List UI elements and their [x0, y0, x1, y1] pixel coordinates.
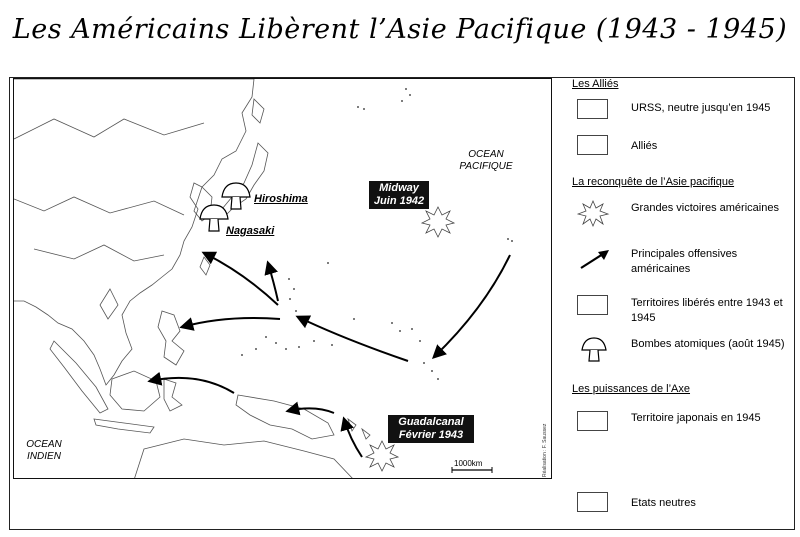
- credit-label: Réalisation : F. Saussez: [542, 423, 548, 477]
- legend-item-urss: [560, 96, 795, 136]
- legend-item-label: Territoire japonais en 1945: [631, 412, 761, 424]
- coastlines: [14, 79, 370, 479]
- guadalcanal-label: Guadalcanal Février 1943: [388, 415, 474, 443]
- explosion-icon: [577, 198, 613, 228]
- midway-label: Midway Juin 1942: [369, 181, 429, 209]
- nagasaki-bomb-icon: [200, 205, 228, 231]
- mushroom-cloud-icon: [578, 334, 614, 364]
- legend-swatch: [577, 411, 608, 431]
- ocean-pacific-label: OCEAN PACIFIQUE: [459, 149, 513, 172]
- legend-item-offensives: [560, 244, 795, 284]
- legend-item-allies: [560, 133, 795, 173]
- arrow-icon: [577, 244, 613, 274]
- midway-victory-icon: [422, 207, 454, 237]
- legend-item-liberated: [560, 292, 795, 332]
- hiroshima-bomb-icon: [222, 183, 250, 209]
- scale-label: 1000km: [454, 459, 483, 468]
- legend-swatch: [577, 99, 608, 119]
- legend-item-japanese: [560, 408, 795, 448]
- legend: [560, 78, 795, 528]
- island-dots: [241, 88, 513, 380]
- legend-item-label: Grandes victoires américaines: [631, 202, 779, 214]
- legend-swatch: [577, 492, 608, 512]
- legend-item-label: Principales offensives américaines: [631, 248, 738, 275]
- legend-heading-axis: Les puissances de l’Axe: [572, 383, 691, 395]
- legend-item-label: Alliés: [631, 140, 658, 152]
- legend-swatch: [577, 295, 608, 315]
- legend-item-label: Bombes atomiques (août 1945): [631, 338, 785, 350]
- guadalcanal-victory-icon: [366, 441, 398, 471]
- legend-heading-allies: Les Alliés: [572, 78, 619, 90]
- nagasaki-label: Nagasaki: [226, 225, 275, 237]
- legend-item-victories: [560, 198, 795, 238]
- legend-item-atomic: [560, 334, 795, 374]
- legend-item-label: Territoires libérés entre 1943 et 1945: [631, 297, 783, 324]
- legend-item-label: Etats neutres: [631, 497, 696, 509]
- hiroshima-label: Hiroshima: [254, 193, 308, 205]
- legend-heading-reconquest: La reconquête de l’Asie pacifique: [572, 176, 735, 188]
- legend-item-label: URSS, neutre jusqu’en 1945: [631, 102, 771, 114]
- legend-item-neutral: [560, 490, 795, 530]
- page-title: Les Américains Libèrent l’Asie Pacifique (1943 - 1945): [12, 14, 788, 45]
- map-area: [13, 78, 552, 479]
- legend-swatch: [577, 135, 608, 155]
- ocean-indian-label: OCEAN INDIEN: [26, 439, 62, 462]
